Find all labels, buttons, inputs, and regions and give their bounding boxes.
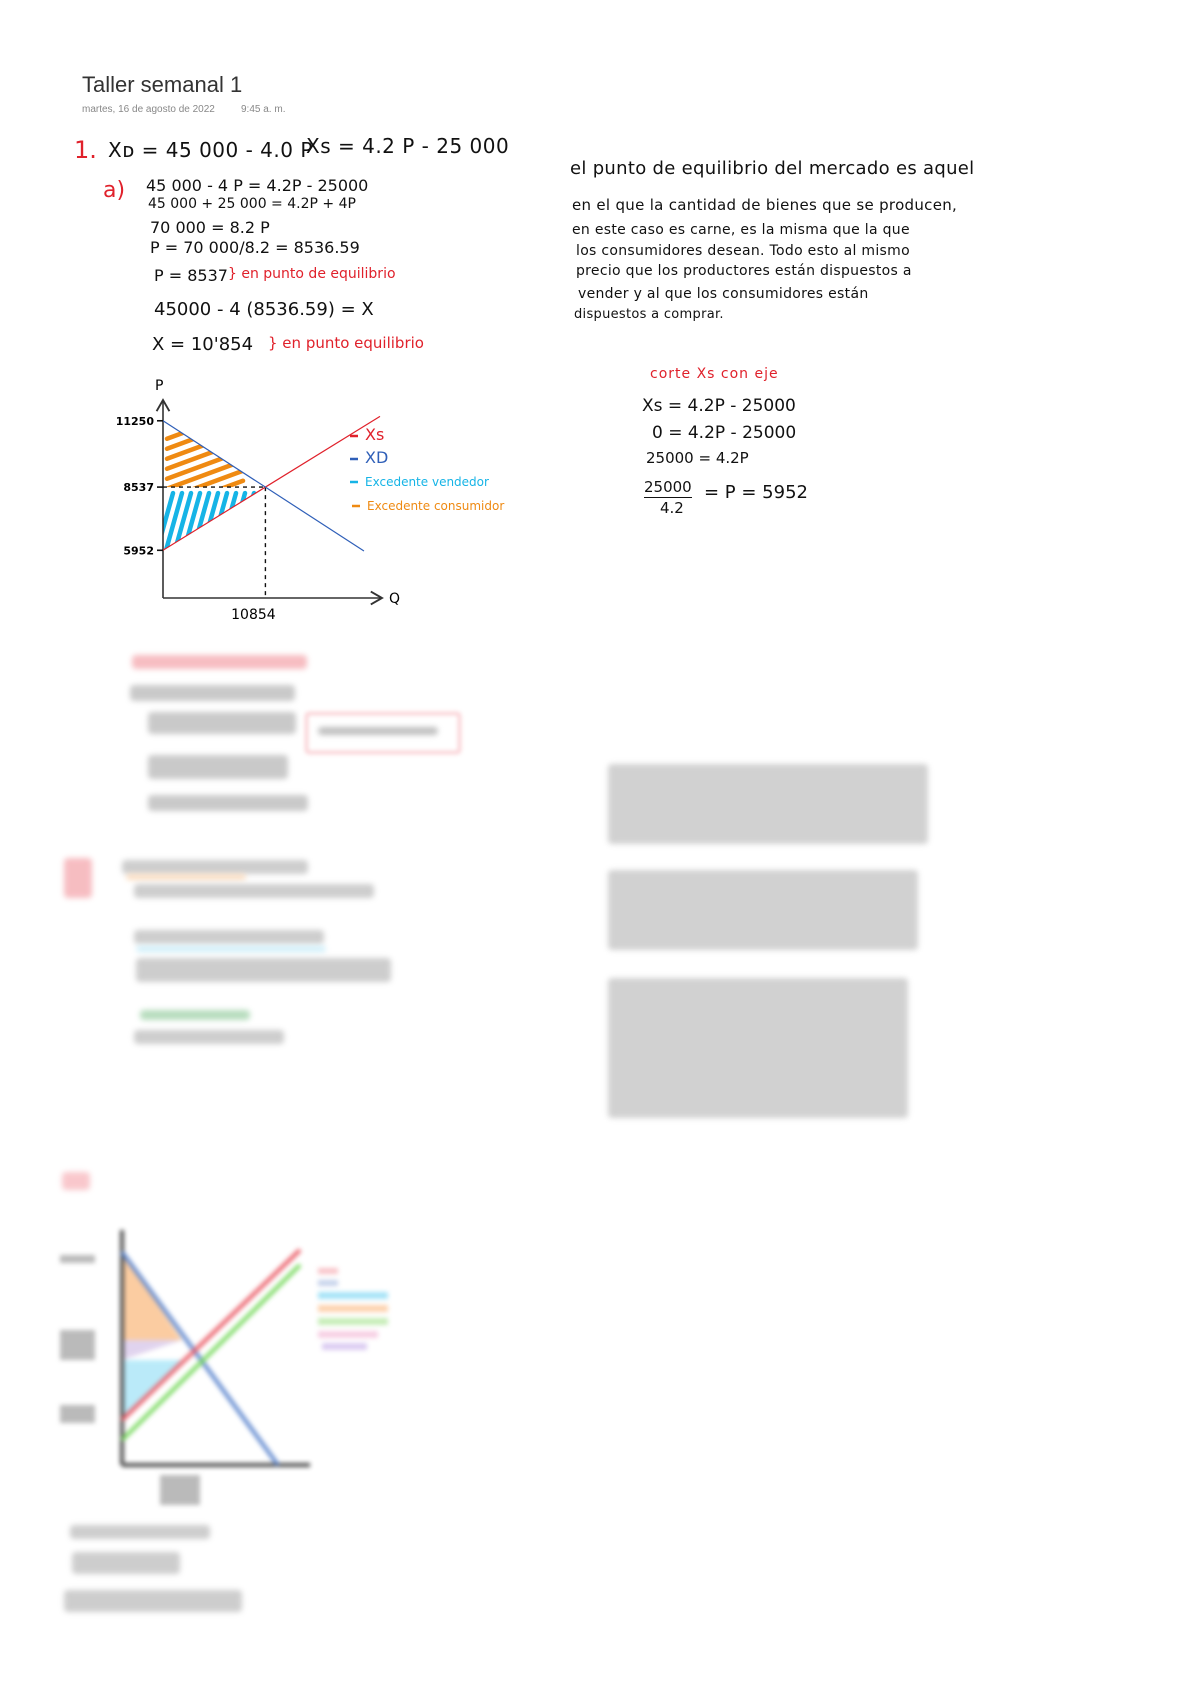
supply-equation: Xs = 4.2 P - 25 000 bbox=[306, 134, 510, 158]
legend-label: Excedente consumidor bbox=[367, 499, 505, 513]
calc-line-3: 70 000 = 8.2 P bbox=[150, 218, 270, 237]
redacted-block bbox=[126, 874, 246, 880]
redacted-block bbox=[64, 858, 92, 898]
excedente-vendedor-area bbox=[157, 493, 272, 550]
p-rounded: P = 8537 bbox=[154, 266, 228, 285]
redacted-block bbox=[608, 764, 928, 844]
y-axis-label: P bbox=[155, 378, 164, 394]
p-equilibrium-note: } en punto de equilibrio bbox=[228, 266, 396, 282]
legend-item bbox=[352, 499, 504, 513]
intercept-line-3: 25000 = 4.2P bbox=[646, 449, 749, 467]
intercept-heading: corte Xs con eje bbox=[650, 366, 779, 382]
explanation-line-5: precio que los productores están dispuestos a bbox=[576, 263, 912, 279]
redacted-block bbox=[608, 870, 918, 950]
redacted-block bbox=[130, 685, 295, 701]
supply-demand-chart bbox=[100, 370, 560, 630]
explanation-line-7: dispuestos a comprar. bbox=[574, 307, 724, 322]
redacted-block bbox=[136, 946, 326, 952]
explanation-line-2: en el que la cantidad de bienes que se producen, bbox=[572, 196, 958, 214]
explanation-line-3: en este caso es carne, es la misma que la que bbox=[572, 222, 910, 238]
redacted-block bbox=[148, 755, 288, 779]
intercept-line-1: Xs = 4.2P - 25000 bbox=[642, 396, 796, 416]
explanation-line-6: vender y al que los consumidores están bbox=[578, 286, 869, 302]
x-equilibrium-note: } en punto equilibrio bbox=[268, 334, 424, 352]
redacted-block bbox=[64, 1590, 242, 1612]
calc-line-4: P = 70 000/8.2 = 8536.59 bbox=[150, 238, 360, 257]
redacted-block bbox=[148, 795, 308, 811]
redacted-block bbox=[136, 958, 391, 982]
intercept-line-2: 0 = 4.2P - 25000 bbox=[652, 423, 797, 443]
x-axis-label: Q bbox=[389, 591, 401, 607]
legend-label: Xs bbox=[365, 425, 385, 444]
redacted-block bbox=[122, 860, 308, 874]
exercise-number: 1. bbox=[74, 136, 97, 164]
intercept-result: = P = 5952 bbox=[704, 482, 808, 503]
part-a-label: a) bbox=[103, 178, 126, 203]
y-tick-label: 11250 bbox=[115, 414, 154, 428]
calc-line-2: 45 000 + 25 000 = 4.2P + 4P bbox=[148, 196, 356, 212]
redacted-block bbox=[608, 978, 908, 1118]
explanation-line-1: el punto de equilibrio del mercado es aquel bbox=[570, 158, 975, 179]
x-result: X = 10'854 bbox=[152, 334, 254, 355]
y-tick-label: 8537 bbox=[123, 481, 154, 495]
xs-line bbox=[163, 416, 380, 550]
redacted-block bbox=[132, 655, 307, 669]
redacted-block bbox=[134, 884, 374, 898]
redacted-block bbox=[134, 930, 324, 944]
redacted-block bbox=[72, 1552, 180, 1574]
page-title: Taller semanal 1 bbox=[82, 72, 243, 97]
page-date: martes, 16 de agosto de 2022 bbox=[82, 104, 215, 115]
demand-equation: Xᴅ = 45 000 - 4.0 P bbox=[108, 138, 313, 162]
redacted-block bbox=[62, 1172, 90, 1190]
redacted-block bbox=[134, 1030, 284, 1044]
intercept-fraction-denominator: 4.2 bbox=[660, 499, 684, 517]
redacted-block bbox=[148, 712, 296, 734]
x-calculation: 45000 - 4 (8536.59) = X bbox=[154, 299, 374, 320]
x-tick-label: 10854 bbox=[231, 607, 276, 623]
redacted-block bbox=[318, 727, 438, 735]
y-tick-label: 5952 bbox=[123, 544, 154, 558]
legend-item bbox=[350, 425, 384, 444]
legend-item bbox=[350, 448, 388, 467]
page-time: 9:45 a. m. bbox=[241, 104, 286, 115]
legend-label: Excedente vendedor bbox=[365, 475, 489, 489]
calc-line-1: 45 000 - 4 P = 4.2P - 25000 bbox=[146, 176, 369, 195]
redacted-block bbox=[140, 1010, 250, 1020]
legend-item bbox=[350, 475, 489, 489]
legend-label: XD bbox=[365, 448, 389, 467]
intercept-fraction-numerator: 25000 bbox=[644, 478, 692, 496]
redacted-chart bbox=[60, 1220, 440, 1510]
explanation-line-4: los consumidores desean. Todo esto al mismo bbox=[576, 243, 910, 259]
redacted-block bbox=[70, 1525, 210, 1539]
